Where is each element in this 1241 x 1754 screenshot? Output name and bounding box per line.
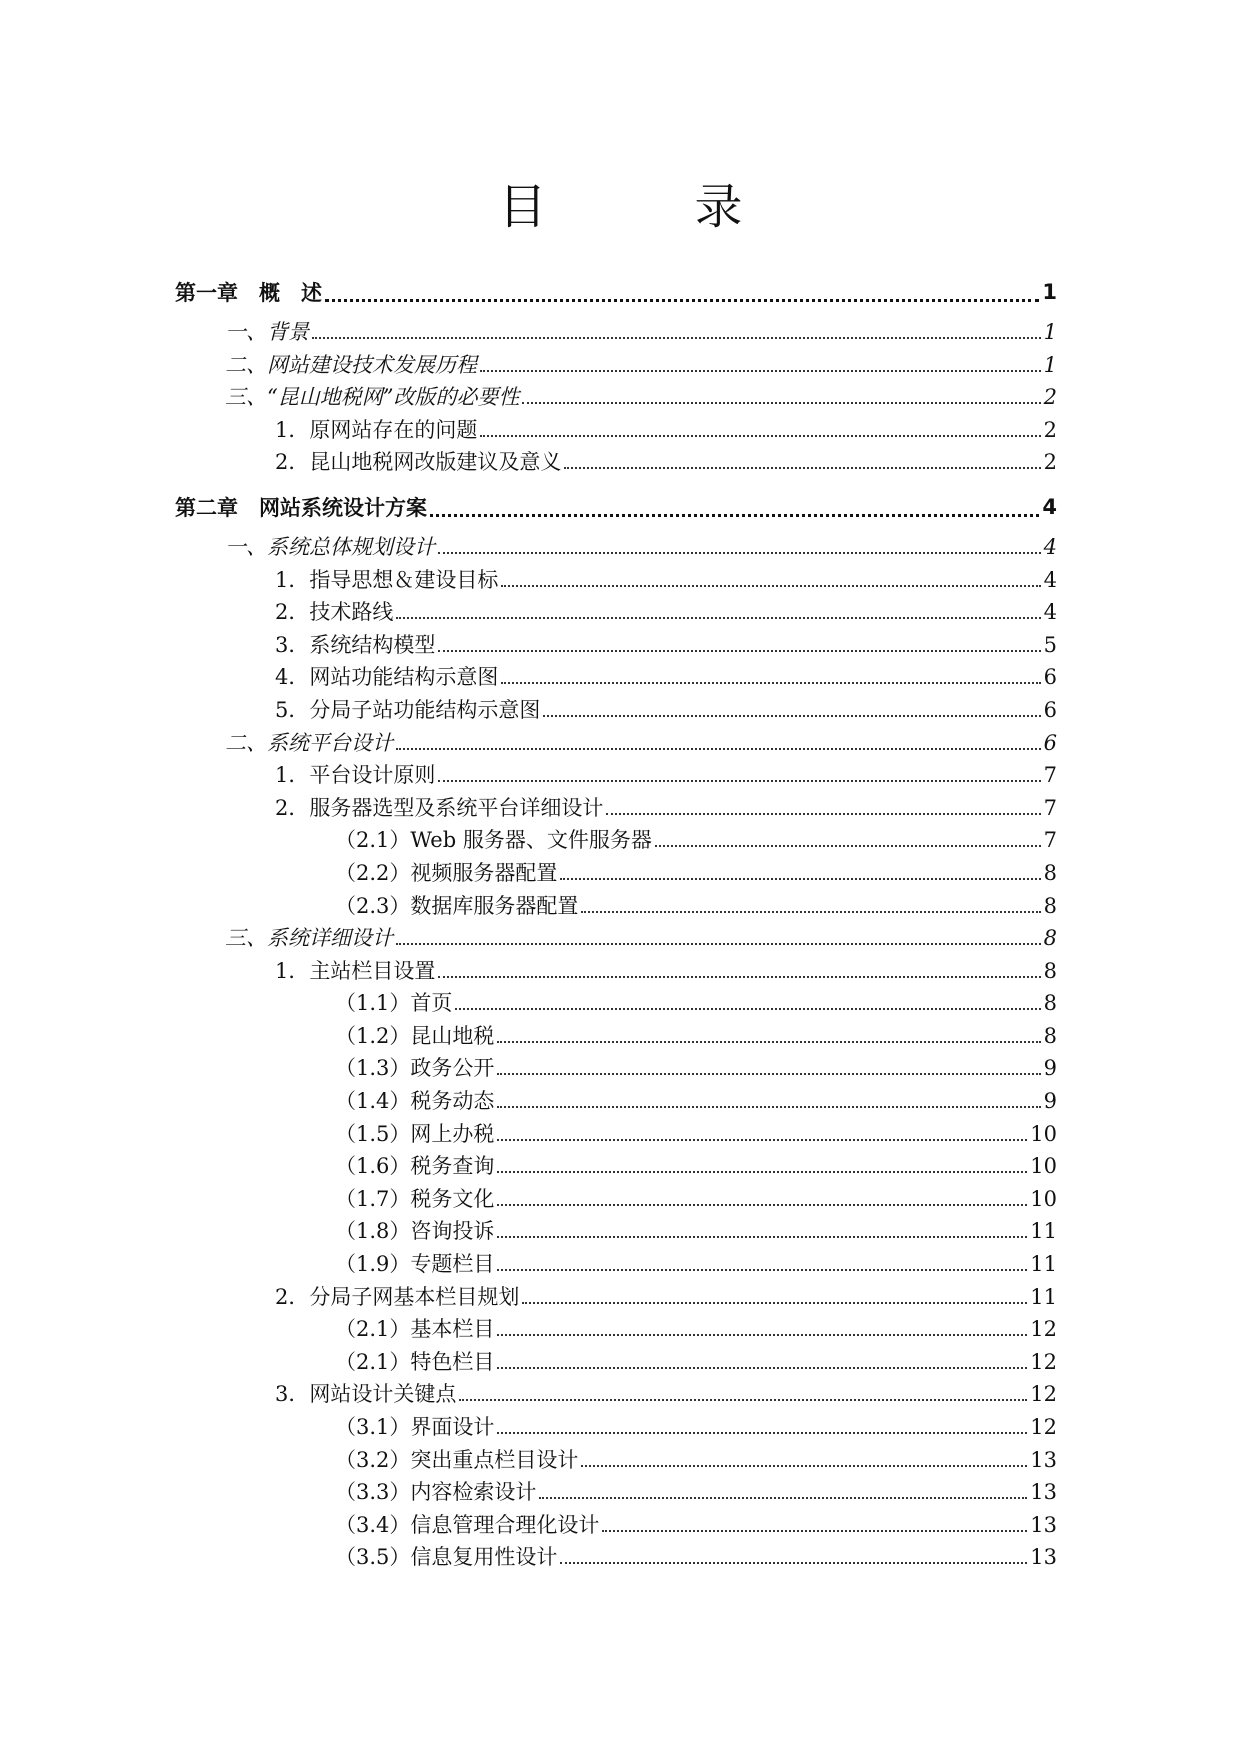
toc-entry[interactable] xyxy=(175,955,1057,988)
dot-leader xyxy=(438,650,1040,652)
toc-entry-label: （1.1）首页 xyxy=(335,991,453,1016)
toc-entry-label: 4．网站功能结构示意图 xyxy=(275,665,499,690)
toc-page-number: 8 xyxy=(1043,893,1057,918)
toc-entry-label: 二、系统平台设计 xyxy=(225,730,393,755)
toc-page-number: 7 xyxy=(1043,763,1057,788)
toc-page-number: 1 xyxy=(1043,320,1057,344)
dot-leader xyxy=(497,1236,1027,1238)
toc-entry[interactable] xyxy=(175,1052,1057,1085)
toc-page-number: 11 xyxy=(1030,1252,1057,1277)
toc-entry-label: 三、系统详细设计 xyxy=(225,926,393,951)
toc-page-number: 4 xyxy=(1043,567,1057,592)
toc-page-number: 1 xyxy=(1043,352,1057,377)
toc-entry[interactable] xyxy=(175,1509,1057,1542)
toc-entry[interactable] xyxy=(175,316,1057,349)
toc-entry[interactable] xyxy=(175,727,1057,760)
toc-page-number: 8 xyxy=(1043,860,1057,885)
toc-entry[interactable] xyxy=(175,890,1057,923)
toc-page-number: 13 xyxy=(1030,1512,1057,1537)
toc-entry[interactable] xyxy=(175,446,1057,479)
toc-entry[interactable] xyxy=(175,414,1057,447)
dot-leader xyxy=(396,617,1040,619)
toc-entry-label: 三、“昆山地税网”改版的必要性 xyxy=(225,385,520,410)
toc-entry-label: 1．主站栏目设置 xyxy=(275,958,436,983)
toc-entry[interactable] xyxy=(175,661,1057,694)
dot-leader xyxy=(560,1562,1027,1564)
toc-page-number: 10 xyxy=(1030,1154,1057,1179)
toc-entry[interactable] xyxy=(175,1281,1057,1314)
toc-entry[interactable] xyxy=(175,629,1057,662)
toc-entry-label: （1.7）税务文化 xyxy=(335,1186,495,1211)
table-of-contents xyxy=(175,268,1057,1574)
dot-leader xyxy=(312,337,1041,339)
toc-page-number: 7 xyxy=(1043,828,1057,853)
toc-entry-label: 2．服务器选型及系统平台详细设计 xyxy=(275,795,604,820)
toc-page-number: 6 xyxy=(1043,730,1057,755)
toc-chapter-entry[interactable] xyxy=(175,268,1057,316)
toc-page-number: 2 xyxy=(1043,450,1057,475)
dot-leader xyxy=(522,1302,1027,1304)
toc-entry[interactable] xyxy=(175,1444,1057,1477)
toc-entry[interactable] xyxy=(175,987,1057,1020)
dot-leader xyxy=(497,1106,1040,1108)
dot-leader xyxy=(497,1073,1040,1075)
toc-page-number: 6 xyxy=(1043,665,1057,690)
toc-page-number: 9 xyxy=(1043,1056,1057,1081)
toc-entry-label: （2.1）基本栏目 xyxy=(335,1317,495,1342)
dot-leader xyxy=(438,552,1041,554)
toc-page-number: 4 xyxy=(1043,534,1057,559)
toc-page-number: 1 xyxy=(1042,280,1057,304)
dot-leader xyxy=(501,585,1040,587)
dot-leader xyxy=(602,1530,1027,1532)
toc-page-number: 8 xyxy=(1043,991,1057,1016)
toc-page-number: 13 xyxy=(1030,1447,1057,1472)
dot-leader xyxy=(606,813,1040,815)
toc-chapter-entry[interactable] xyxy=(175,483,1057,531)
dot-leader xyxy=(497,1171,1027,1173)
toc-page-number: 9 xyxy=(1043,1089,1057,1114)
toc-entry[interactable] xyxy=(175,759,1057,792)
toc-entry[interactable] xyxy=(175,1248,1057,1281)
toc-entry-label: （3.3）内容检索设计 xyxy=(335,1480,537,1505)
dot-leader xyxy=(497,1334,1027,1336)
toc-entry-label: （3.1）界面设计 xyxy=(335,1415,495,1439)
toc-page-number: 12 xyxy=(1030,1349,1057,1374)
dot-leader xyxy=(560,878,1040,880)
toc-entry-label: 第二章 网站系统设计方案 xyxy=(175,495,427,520)
dot-leader xyxy=(396,748,1041,750)
dot-leader xyxy=(459,1399,1027,1401)
toc-entry-label: （2.1）特色栏目 xyxy=(335,1349,495,1374)
toc-page-number: 8 xyxy=(1043,958,1057,983)
dot-leader xyxy=(543,715,1040,717)
toc-entry[interactable] xyxy=(175,1020,1057,1053)
toc-page-number: 2 xyxy=(1043,417,1057,442)
toc-entry-label: （2.2）视频服务器配置 xyxy=(335,860,558,885)
dot-leader xyxy=(438,780,1040,782)
dot-leader xyxy=(497,1041,1040,1043)
toc-entry[interactable] xyxy=(175,1411,1057,1444)
dot-leader xyxy=(396,943,1041,945)
toc-entry-label: 3．系统结构模型 xyxy=(275,632,436,657)
dot-leader xyxy=(564,467,1040,469)
toc-page-number: 10 xyxy=(1030,1121,1057,1146)
toc-entry[interactable] xyxy=(175,1378,1057,1411)
toc-entry-label: （1.6）税务查询 xyxy=(335,1154,495,1179)
toc-entry[interactable] xyxy=(175,857,1057,890)
toc-page-number: 4 xyxy=(1043,600,1057,625)
dot-leader xyxy=(581,911,1040,913)
toc-entry-label: 1．指导思想＆建设目标 xyxy=(275,567,499,592)
toc-entry-label: （1.5）网上办税 xyxy=(335,1121,495,1146)
dot-leader xyxy=(539,1497,1027,1499)
toc-entry-label: （3.5）信息复用性设计 xyxy=(335,1545,558,1570)
toc-entry-label: 一、背景 xyxy=(225,320,309,344)
dot-leader xyxy=(480,435,1040,437)
dot-leader xyxy=(581,1465,1027,1467)
toc-entry-label: 二、网站建设技术发展历程 xyxy=(225,352,477,377)
toc-entry-label: 2．分局子网基本栏目规划 xyxy=(275,1284,520,1309)
toc-entry-label: （1.9）专题栏目 xyxy=(335,1252,495,1277)
toc-entry-label: （1.3）政务公开 xyxy=(335,1056,495,1081)
toc-page-number: 11 xyxy=(1030,1284,1057,1309)
toc-entry-label: 2．技术路线 xyxy=(275,600,394,625)
toc-entry[interactable] xyxy=(175,922,1057,955)
toc-entry[interactable] xyxy=(175,792,1057,825)
dot-leader xyxy=(497,1139,1027,1141)
toc-entry-label: 2．昆山地税网改版建议及意义 xyxy=(275,450,562,475)
toc-entry[interactable] xyxy=(175,1215,1057,1248)
toc-entry[interactable] xyxy=(175,1085,1057,1118)
toc-entry[interactable] xyxy=(175,694,1057,727)
toc-entry[interactable] xyxy=(175,1313,1057,1346)
toc-page-number: 12 xyxy=(1030,1415,1057,1439)
toc-entry-label: 第一章 概 述 xyxy=(175,281,322,305)
toc-entry-label: 一、系统总体规划设计 xyxy=(225,534,435,559)
toc-page-number: 10 xyxy=(1030,1186,1057,1211)
toc-entry-label: 5．分局子站功能结构示意图 xyxy=(275,697,541,722)
toc-entry[interactable] xyxy=(175,1183,1057,1216)
toc-entry-label: 3．网站设计关键点 xyxy=(275,1382,457,1407)
dot-leader xyxy=(655,845,1041,847)
toc-page-number: 4 xyxy=(1042,494,1057,519)
dot-leader xyxy=(501,682,1040,684)
dot-leader xyxy=(480,370,1041,372)
toc-entry-label: （2.1）Web 服务器、文件服务器 xyxy=(335,828,652,853)
toc-entry[interactable] xyxy=(175,381,1057,414)
dot-leader xyxy=(522,402,1040,404)
toc-entry[interactable] xyxy=(175,1476,1057,1509)
toc-entry[interactable] xyxy=(175,564,1057,597)
toc-entry[interactable] xyxy=(175,349,1057,382)
toc-entry-label: （1.4）税务动态 xyxy=(335,1089,495,1114)
dot-leader xyxy=(325,299,1039,302)
dot-leader xyxy=(430,514,1039,517)
dot-leader xyxy=(438,976,1040,978)
toc-entry-label: 1．原网站存在的问题 xyxy=(275,417,478,442)
toc-page-number: 12 xyxy=(1030,1382,1057,1407)
toc-page-number: 13 xyxy=(1030,1480,1057,1505)
toc-entry-label: （1.2）昆山地税 xyxy=(335,1023,495,1048)
toc-page-number: 5 xyxy=(1043,632,1057,657)
toc-entry[interactable] xyxy=(175,531,1057,564)
page-title: 目 录 xyxy=(498,179,793,235)
toc-page-number: 12 xyxy=(1030,1317,1057,1342)
dot-leader xyxy=(497,1204,1027,1206)
dot-leader xyxy=(455,1008,1040,1010)
toc-entry[interactable] xyxy=(175,1150,1057,1183)
toc-page-number: 13 xyxy=(1030,1545,1057,1570)
toc-entry-label: 1．平台设计原则 xyxy=(275,763,436,788)
toc-page-number: 7 xyxy=(1043,795,1057,820)
toc-entry[interactable] xyxy=(175,1118,1057,1151)
toc-page-number: 8 xyxy=(1043,926,1057,951)
toc-page-number: 11 xyxy=(1030,1219,1057,1244)
dot-leader xyxy=(497,1269,1027,1271)
toc-page-number: 8 xyxy=(1043,1023,1057,1048)
dot-leader xyxy=(497,1367,1027,1369)
dot-leader xyxy=(497,1432,1027,1434)
toc-entry-label: （1.8）咨询投诉 xyxy=(335,1219,495,1244)
toc-page-number: 6 xyxy=(1043,697,1057,722)
toc-entry[interactable] xyxy=(175,1541,1057,1574)
toc-entry-label: （2.3）数据库服务器配置 xyxy=(335,893,579,918)
toc-entry[interactable] xyxy=(175,596,1057,629)
toc-entry-label: （3.2）突出重点栏目设计 xyxy=(335,1447,579,1472)
toc-entry[interactable] xyxy=(175,1346,1057,1379)
toc-entry-label: （3.4）信息管理合理化设计 xyxy=(335,1512,600,1537)
toc-entry[interactable] xyxy=(175,824,1057,857)
toc-page-number: 2 xyxy=(1043,385,1057,410)
